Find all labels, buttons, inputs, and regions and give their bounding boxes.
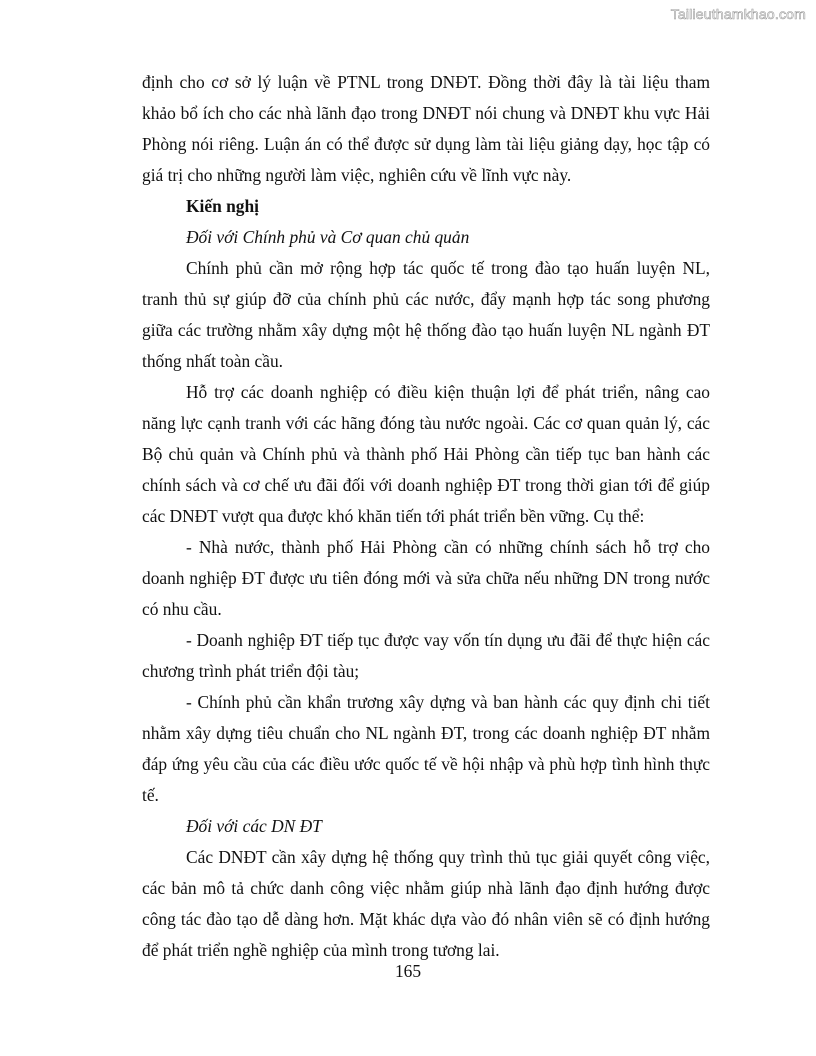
paragraph-enterprise-processes: Các DNĐT cần xây dựng hệ thống quy trình thủ tục giải quyết công việc, các bản mô tả chức danh công việc nhằm giúp nhà lãnh đạo định hướng được công tác đào tạo dễ dàng hơn. Mặt khác dựa vào đó nhân viên sẽ có định hướng để phát triển nghề nghiệp của mình trong tương lai. [142, 847, 710, 960]
watermark-text: Tailieuthamkhao.com [670, 6, 806, 22]
page-number: 165 [394, 961, 422, 981]
document-body [142, 67, 710, 966]
list-item-credit-loans: - Doanh nghiệp ĐT tiếp tục được vay vốn tín dụng ưu đãi để thực hiện các chương trình phát triển đội tàu; [142, 630, 710, 681]
section-heading-recommendations: Kiến nghị [186, 196, 259, 216]
list-item-state-policy: - Nhà nước, thành phố Hải Phòng cần có những chính sách hỗ trợ cho doanh nghiệp ĐT được ưu tiên đóng mới và sửa chữa nếu những DN trong nước có nhu cầu. [142, 537, 710, 619]
subheading-government: Đối với Chính phủ và Cơ quan chủ quản [186, 227, 470, 247]
paragraph-conclusion-end: định cho cơ sở lý luận về PTNL trong DNĐT. Đồng thời đây là tài liệu tham khảo bổ ích cho các nhà lãnh đạo trong DNĐT nói chung và DNĐT khu vực Hải Phòng nói riêng. Luận án có thể được sử dụng làm tài liệu giảng dạy, học tập có giá trị cho những người làm việc, nghiên cứu về lĩnh vực này. [142, 72, 710, 185]
paragraph-international-cooperation: Chính phủ cần mở rộng hợp tác quốc tế trong đào tạo huấn luyện NL, tranh thủ sự giúp đỡ của chính phủ các nước, đẩy mạnh hợp tác song phương giữa các trường nhằm xây dựng một hệ thống đào tạo huấn luyện NL ngành ĐT thống nhất toàn cầu. [142, 258, 710, 371]
list-item-regulations: - Chính phủ cần khẩn trương xây dựng và ban hành các quy định chi tiết nhằm xây dựng tiêu chuẩn cho NL ngành ĐT, trong các doanh nghiệp ĐT nhằm đáp ứng yêu cầu của các điều ước quốc tế về hội nhập và phù hợp tình hình thực tế. [142, 692, 710, 805]
subheading-shipbuilding-enterprises: Đối với các DN ĐT [186, 816, 322, 836]
paragraph-enterprise-support: Hỗ trợ các doanh nghiệp có điều kiện thuận lợi để phát triển, nâng cao năng lực cạnh tranh với các hãng đóng tàu nước ngoài. Các cơ quan quản lý, các Bộ chủ quản và Chính phủ và thành phố Hải Phòng cần tiếp tục ban hành các chính sách và cơ chế ưu đãi đối với doanh nghiệp ĐT trong thời gian tới để giúp các DNĐT vượt qua được khó khăn tiến tới phát triển bền vững. Cụ thể: [142, 382, 710, 526]
